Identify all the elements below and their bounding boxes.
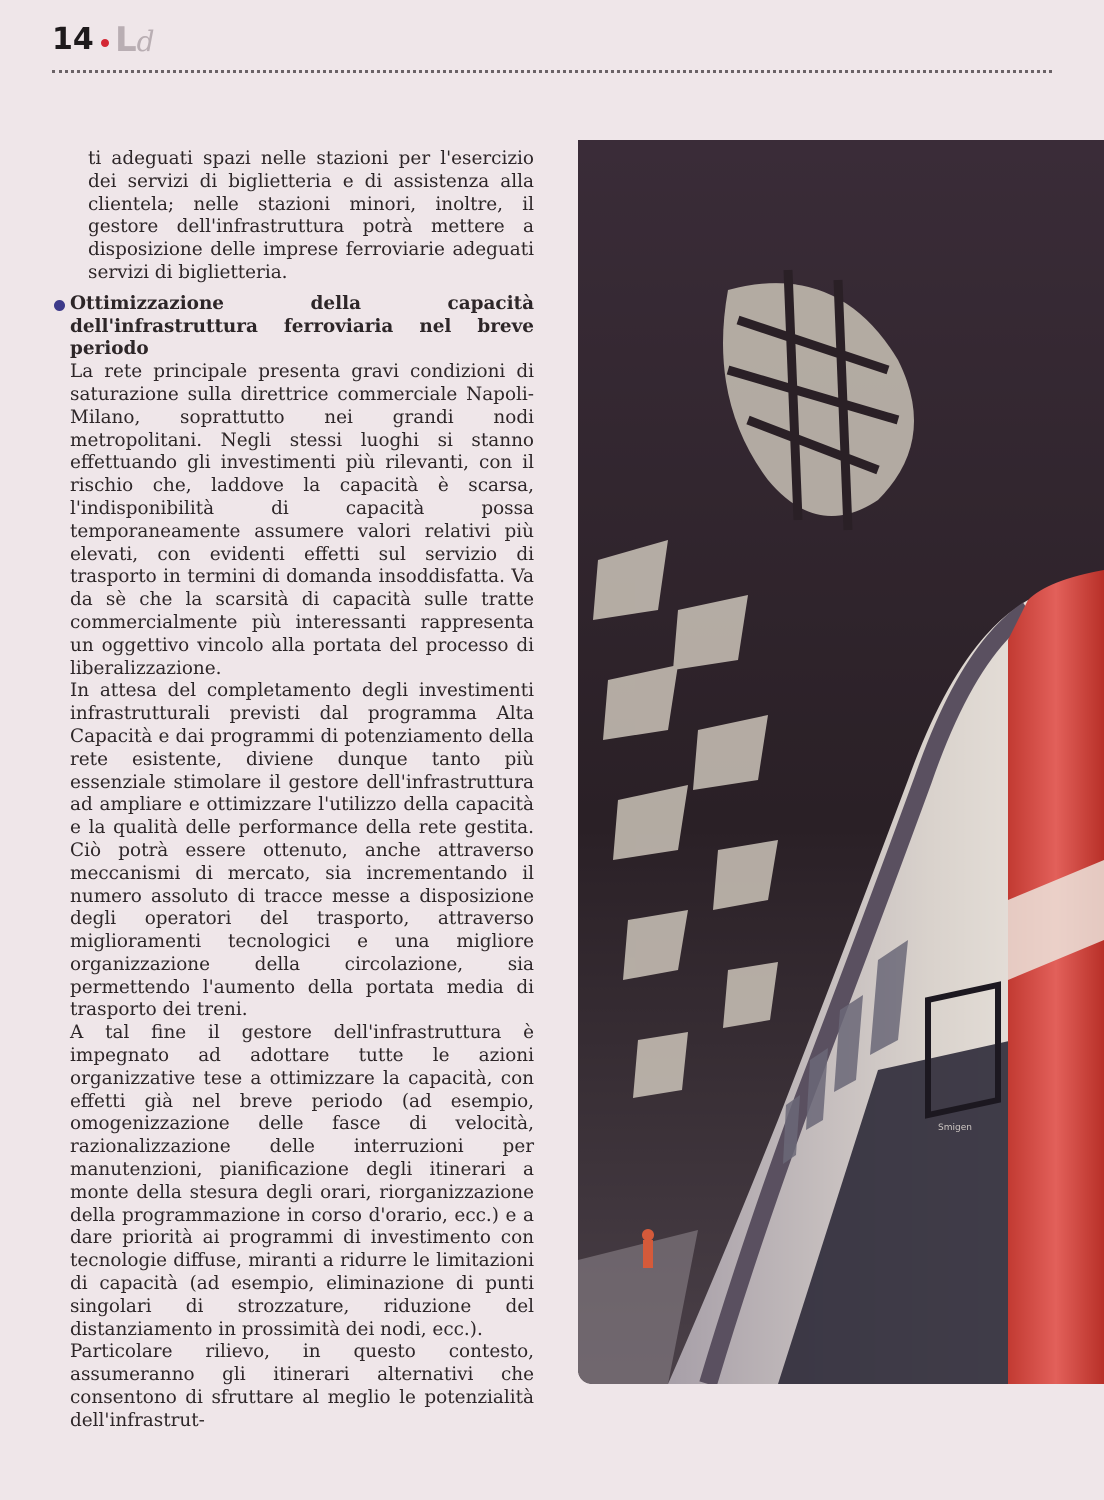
carriage-label: Smigen [938,1123,972,1133]
header-dotted-rule [52,70,1052,73]
header-separator-dot [101,39,109,47]
train-station-photo [578,140,1104,1384]
page-header [52,18,1052,66]
page-number: 14 [52,22,94,57]
bullet-icon [54,300,65,311]
body-paragraph: La rete principale presenta gravi condizioni di saturazione sulla direttrice commerciale Napoli-Milano, soprattutto nei grandi nodi metropolitani. Negli stessi luoghi si stanno effettuando gli investimenti più rilevanti, con il rischio che, laddove la capacità è scarsa, l'indisponibilità di capacità possa temporaneamente assumere valori relativi più elevati, con evidenti effetti sul servizio di trasporto in termini di domanda insoddisfatta. Va da sè che la scarsità di capacità sulle tratte commercialmente più interessanti rappresenta un oggettivo vincolo alla portata del processo di liberalizzazione. [70,361,534,679]
section-heading [70,293,534,361]
body-paragraph: In attesa del completamento degli investimenti infrastrutturali previsti dal programma Alta Capacità e dai programmi di potenziamento della rete esistente, diviene dunque tanto più essenziale stimolare il gestore dell'infrastruttura ad ampliare e ottimizzare l'utilizzo della capacità e la qualità delle performance della rete gestita. Ciò potrà essere ottenuto, anche attraverso meccanismi di mercato, sia incrementando il numero assoluto di tracce messe a disposizione degli operatori del trasporto, attraverso miglioramenti tecnologici e una migliore organizzazione della circolazione, sia permettendo l'aumento della portata media di trasporto dei treni. [70,680,534,1021]
section-heading-text: Ottimizzazione della capacità dell'infrastruttura ferroviaria nel breve periodo [70,292,534,360]
photo-illustration [578,140,1104,1384]
body-paragraph: Particolare rilievo, in questo contesto, assumeranno gli itinerari alternativi che consentono di sfruttare al meglio le potenzialità dell'infrastrut- [70,1341,534,1431]
article-text-column [70,148,534,1433]
body-paragraph: A tal fine il gestore dell'infrastruttura è impegnato ad adottare tutte le azioni organizzative tese a ottimizzare la capacità, con effetti già nel breve periodo (ad esempio, omogenizzazione delle fasce di velocità, razionalizzazione delle interruzioni per manutenzioni, pianificazione degli itinerari a monte della stesura degli orari, riorganizzazione della programmazione in corso d'orario, ecc.) e a dare priorità ai programmi di investimento con tecnologie diffuse, miranti a ridurre le limitazioni di capacità (ad esempio, eliminazione di punti singolari di strozzature, riduzione del distanziamento in prossimità dei nodi, ecc.). [70,1022,534,1340]
magazine-logo: Ld [115,20,155,60]
intro-paragraph: ti adeguati spazi nelle stazioni per l'esercizio dei servizi di biglietteria e di assistenza alla clientela; nelle stazioni minori, inoltre, il gestore dell'infrastruttura potrà mettere a disposizione delle imprese ferroviarie adeguati servizi di biglietteria. [88,148,534,283]
